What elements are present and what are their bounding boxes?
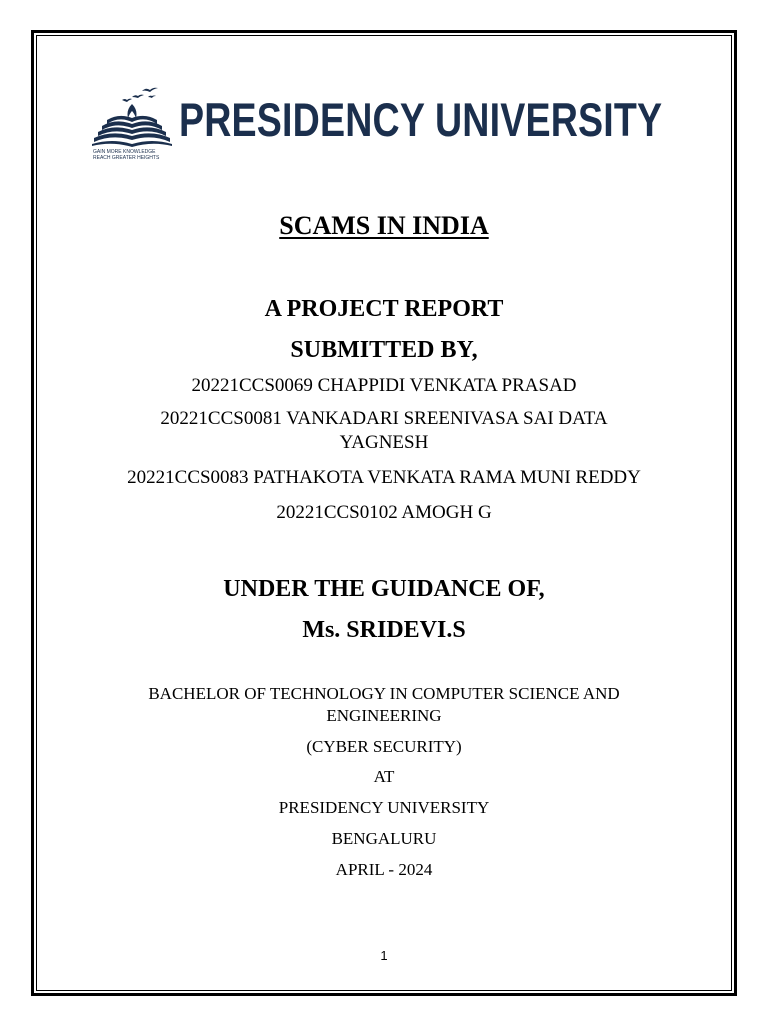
university-name: PRESIDENCY UNIVERSITY [278,798,490,817]
degree-title [60,683,708,727]
university-wordmark: PRESIDENCY UNIVERSITY [179,93,663,146]
city: BENGALURU [331,829,437,848]
specialization: (CYBER SECURITY) [306,737,462,756]
at-label: AT [373,767,395,786]
member-3: 20221CCS0083 PATHAKOTA VENKATA RAMA MUNI REDDY [127,467,641,488]
logo-tagline-line2: REACH GREATER HEIGHTS [93,155,160,160]
member-2 [60,407,708,455]
submission-date: APRIL - 2024 [335,860,433,879]
degree-title-line2: ENGINEERING [326,706,442,725]
member-1: 20221CCS0069 CHAPPIDI VENKATA PRASAD [191,375,577,396]
member-4: 20221CCS0102 AMOGH G [276,502,492,523]
submitted-by-label: SUBMITTED BY, [290,337,478,363]
guide-name: Ms. SRIDEVI.S [302,617,466,643]
report-title: SCAMS IN INDIA [279,211,489,240]
member-2-line1: 20221CCS0081 VANKADARI SREENIVASA SAI DATA [160,408,608,429]
page-number: 1 [380,948,388,963]
member-2-line2: YAGNESH [339,432,429,453]
report-type: A PROJECT REPORT [264,296,504,322]
logo-tagline-line1: GAIN MORE KNOWLEDGE [93,149,156,155]
university-logo [92,84,682,160]
degree-title-line1: BACHELOR OF TECHNOLOGY IN COMPUTER SCIENCE AND [148,684,620,703]
open-book-birds-icon [92,84,174,160]
guidance-label: UNDER THE GUIDANCE OF, [223,576,545,602]
